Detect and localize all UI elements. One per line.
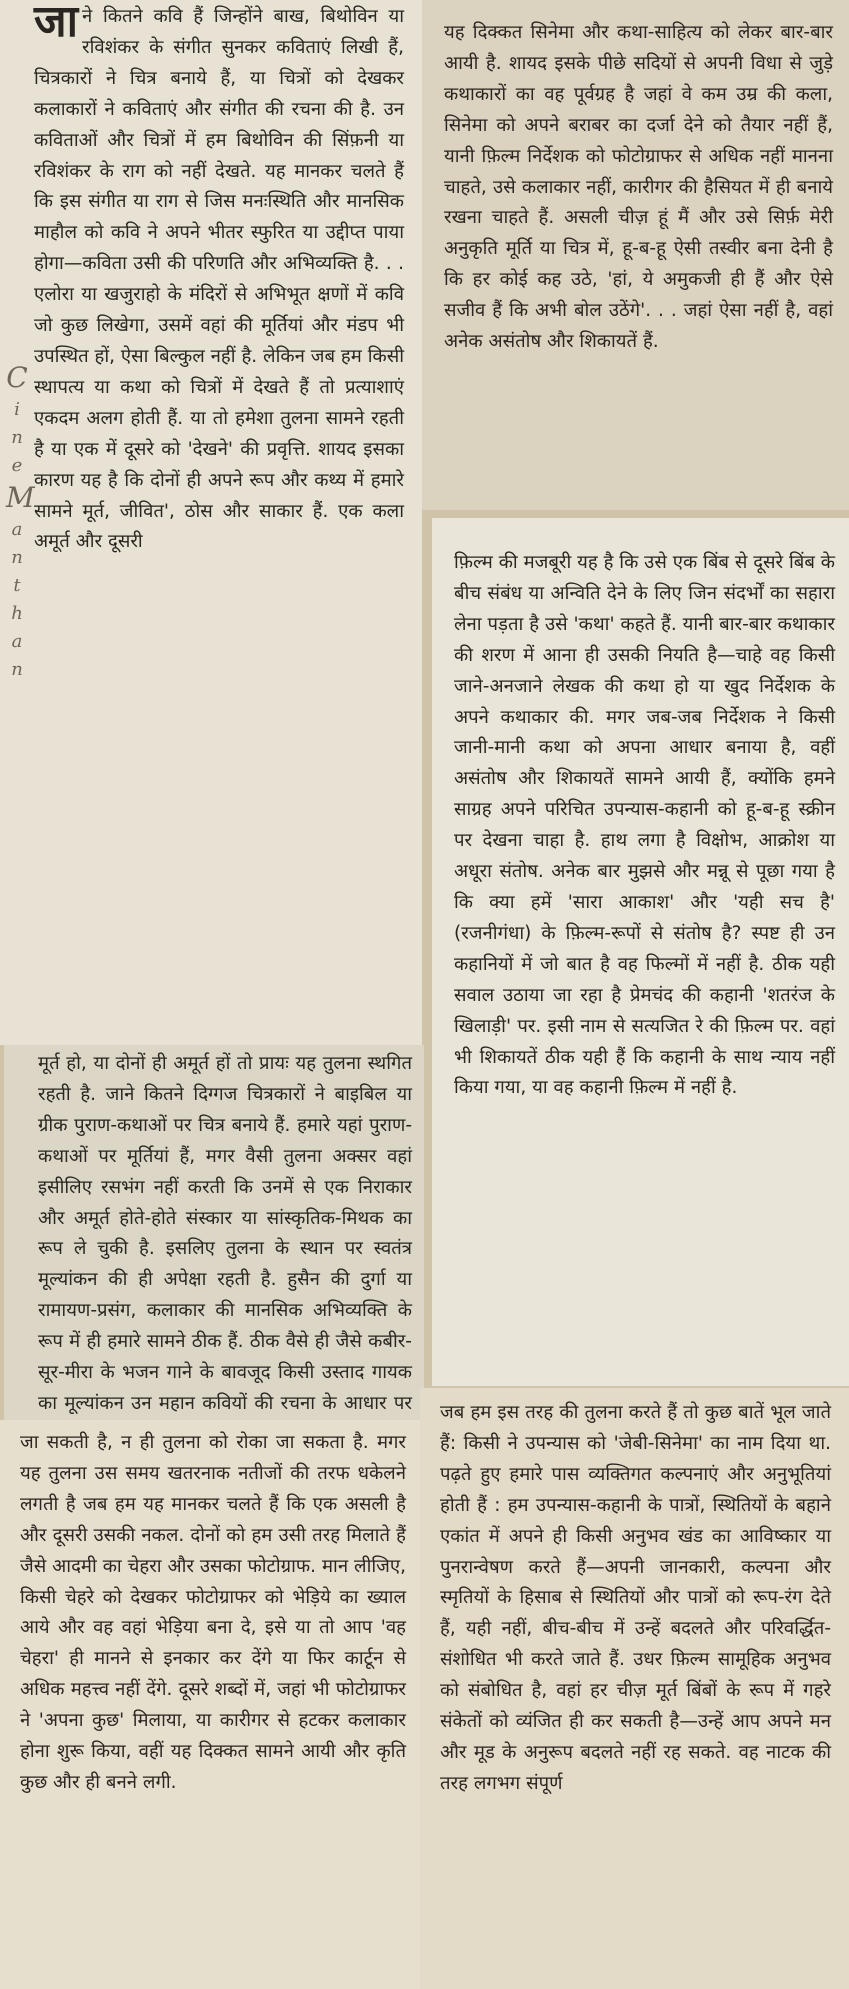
paragraph: ने कितने कवि हैं जिन्होंने बाख, बिथोविन या रविशंकर के संगीत सुनकर कविताएं लिखी हैं, चित्रकारों ने चित्र बनाये हैं, या चित्रों को देखकर कलाकारों ने कविताएं और संगीत की रचना की है. उन कविताओं और चित्रों में हम बिथोविन की सिंफ़नी या रविशंकर के राग को नहीं देखते. यह मानकर चलते हैं कि इस संगीत या राग से जिस मनःस्थिति और मानसिक माहौल को कवि ने अपने भीतर स्फुरित या उद्दीप्त पाया होगा—कविता उसी की परिणति और अभिव्यक्ति है. . . एलोरा या खजुराहो के मंदिरों से अभिभूत क्षणों में कवि जो कुछ लिखेगा, उसमें वहां की मूर्तियां और मंडप भी उपस्थित हों, ऐसा बिल्कुल नहीं है. लेकिन जब हम किसी स्थापत्य या कथा को चित्रों में देखते हैं तो प्रत्याशाएं एकदम अलग होती हैं. या तो हमेशा तुलना सामने रहती है या एक में दूसरे को 'देखने' की प्रवृत्ति. शायद इसका कारण यह है कि दोनों ही अपने रूप और कथ्य में हमारे सामने मूर्त, जीवित', ठोस और साकार हैं. एक कला अमूर्त और दूसरी	[34, 6, 404, 553]
drop-cap: जा	[34, 0, 79, 47]
paragraph: मूर्त हो, या दोनों ही अमूर्त हों तो प्रायः यह तुलना स्थगित रहती है. जाने कितने दिग्गज चित्रकारों ने बाइबिल या ग्रीक पुराण-कथाओं पर चित्र बनाये हैं. हमारे यहां पुराण-कथाओं पर मूर्तियां हैं, मगर वैसी तुलना अक्सर वहां इसीलिए रसभंग नहीं करती कि उनमें से एक निराकार और अमूर्त होते-होते संस्कार या सांस्कृतिक-मिथक का रूप ले चुकी है. इसलिए तुलना के स्थान पर स्वतंत्र मूल्यांकन की ही अपेक्षा रहती है. हुसैन की दुर्गा या रामायण-प्रसंग, कलाकार की मानसिक अभिव्यक्ति के रूप में ही हमारे सामने ठीक हैं. ठीक वैसे ही जैसे कबीर-सूर-मीरा के भजन गाने के बावजूद किसी उस्ताद गायक का मूल्यांकन उन महान कवियों की रचना के आधार पर	[38, 1053, 412, 1414]
article-column-5	[432, 518, 849, 1386]
article-column-4	[422, 0, 849, 510]
article-column-1	[0, 0, 422, 1045]
paragraph: फ़िल्म की मजबूरी यह है कि उसे एक बिंब से दूसरे बिंब के बीच संबंध या अन्विति देने के लिए जिन संदर्भों का सहारा लेना पड़ता है उसे 'कथा' कहते हैं. यानी बार-बार कथाकार की शरण में आना ही उसकी नियति है—चाहे वह किसी जाने-अनजाने लेखक की कथा हो या खुद निर्देशक के अपने कथाकार की. मगर जब-जब निर्देशक ने किसी जानी-मानी कथा को अपना आधार बनाया है, वहीं असंतोष और शिकायतें सामने आयी हैं, क्योंकि हमने साग्रह अपने परिचित उपन्यास-कहानी को हू-ब-हू स्क्रीन पर देखना चाहा है. हाथ लगा है विक्षोभ, आक्रोश या अधूरा संतोष. अनेक बार मुझसे और मन्नू से पूछा गया है कि क्या हमें 'सारा आकाश' और 'यही सच है' (रजनीगंधा) के फ़िल्म-रूपों से संतोष है? स्पष्ट ही उन कहानियों में जो बात है वह फिल्मों में नहीं है. ठीक यही सवाल उठाया जा रहा है प्रेमचंद की कहानी 'शतरंज के खिलाड़ी' पर. इसी नाम से सत्यजित रे की फ़िल्म पर. वहां भी शिकायतें ठीक यही हैं कि कहानी के साथ न्याय नहीं किया गया, या वह कहानी फ़िल्म में नहीं है.	[454, 552, 835, 1099]
article-column-2	[4, 1045, 424, 1420]
article-column-3	[0, 1420, 420, 1989]
paragraph: जब हम इस तरह की तुलना करते हैं तो कुछ बातें भूल जाते हैं: किसी ने उपन्यास को 'जेबी-सिनेमा' का नाम दिया था. पढ़ते हुए हमारे पास व्यक्तिगत कल्पनाएं और अनुभूतियां होती हैं : हम उपन्यास-कहानी के पात्रों, स्थितियों के बहाने एकांत में अपने ही किसी अनुभव खंड का आविष्कार या पुनरान्वेषण करते हैं—अपनी जानकारी, कल्पना और स्मृतियों के हिसाब से स्थितियों और पात्रों को रूप-रंग देते हैं, यही नहीं, बीच-बीच में उन्हें बदलते और परिवर्द्धित-संशोधित भी करते जाते हैं. उधर फ़िल्म सामूहिक अनुभव को संबोधित है, वहां हर चीज़ मूर्त बिंबों के रूप में गहरे संकेतों को व्यंजित ही कर सकती है—उन्हें आप अपने मन और मूड के अनुरूप बदलते नहीं रह सकते. वह नाटक की तरह लगभग संपूर्ण	[440, 1402, 831, 1794]
sidebar-vertical-label: C i n e M a n t h a n	[6, 361, 35, 680]
paragraph: यह दिक्कत सिनेमा और कथा-साहित्य को लेकर बार-बार आयी है. शायद इसके पीछे सदियों से अपनी विधा से जुड़े कथाकारों का वह पूर्वग्रह है जहां वे कम उम्र की कला, सिनेमा को अपने बराबर का दर्जा देने को तैयार नहीं हैं, यानी फ़िल्म निर्देशक को फोटोग्राफर से अधिक नहीं मानना चाहते, उसे कलाकार नहीं, कारीगर की हैसियत में ही बनाये रखना चाहते हैं. असली चीज़ हूं मैं और उसे सिर्फ़ मेरी अनुकृति मूर्ति या चित्र में, हू-ब-हू ऐसी तस्वीर बना देनी है कि हर कोई कह उठे, 'हां, ये अमुकजी ही हैं और ऐसे सजीव हैं कि अभी बोल उठेंगे'. . . जहां ऐसा नहीं है, वहां अनेक असंतोष और शिकायतें हैं.	[444, 22, 833, 353]
paragraph: जा सकती है, न ही तुलना को रोका जा सकता है. मगर यह तुलना उस समय खतरनाक नतीजों की तरफ धकेलने लगती है जब हम यह मानकर चलते हैं कि एक असली है और दूसरी उसकी नकल. दोनों को हम उसी तरह मिलाते हैं जैसे आदमी का चेहरा और उसका फोटोग्राफ. मान लीजिए, किसी चेहरे को देखकर फोटोग्राफर को भेड़िये का ख्याल आये और वह वहां भेड़िया बना दे, इसे या तो आप 'वह चेहरा' ही मानने से इनकार कर देंगे या फिर कार्टून से अधिक महत्त्व नहीं देंगे. दूसरे शब्दों में, जहां भी फोटोग्राफर ने 'अपना कुछ' मिलाया, या कारीगर से हटकर कलाकार होना शुरू किया, वहीं यह दिक्कत सामने आयी और कृति कुछ और ही बनने लगी.	[20, 1432, 406, 1793]
article-column-6	[420, 1388, 849, 1989]
